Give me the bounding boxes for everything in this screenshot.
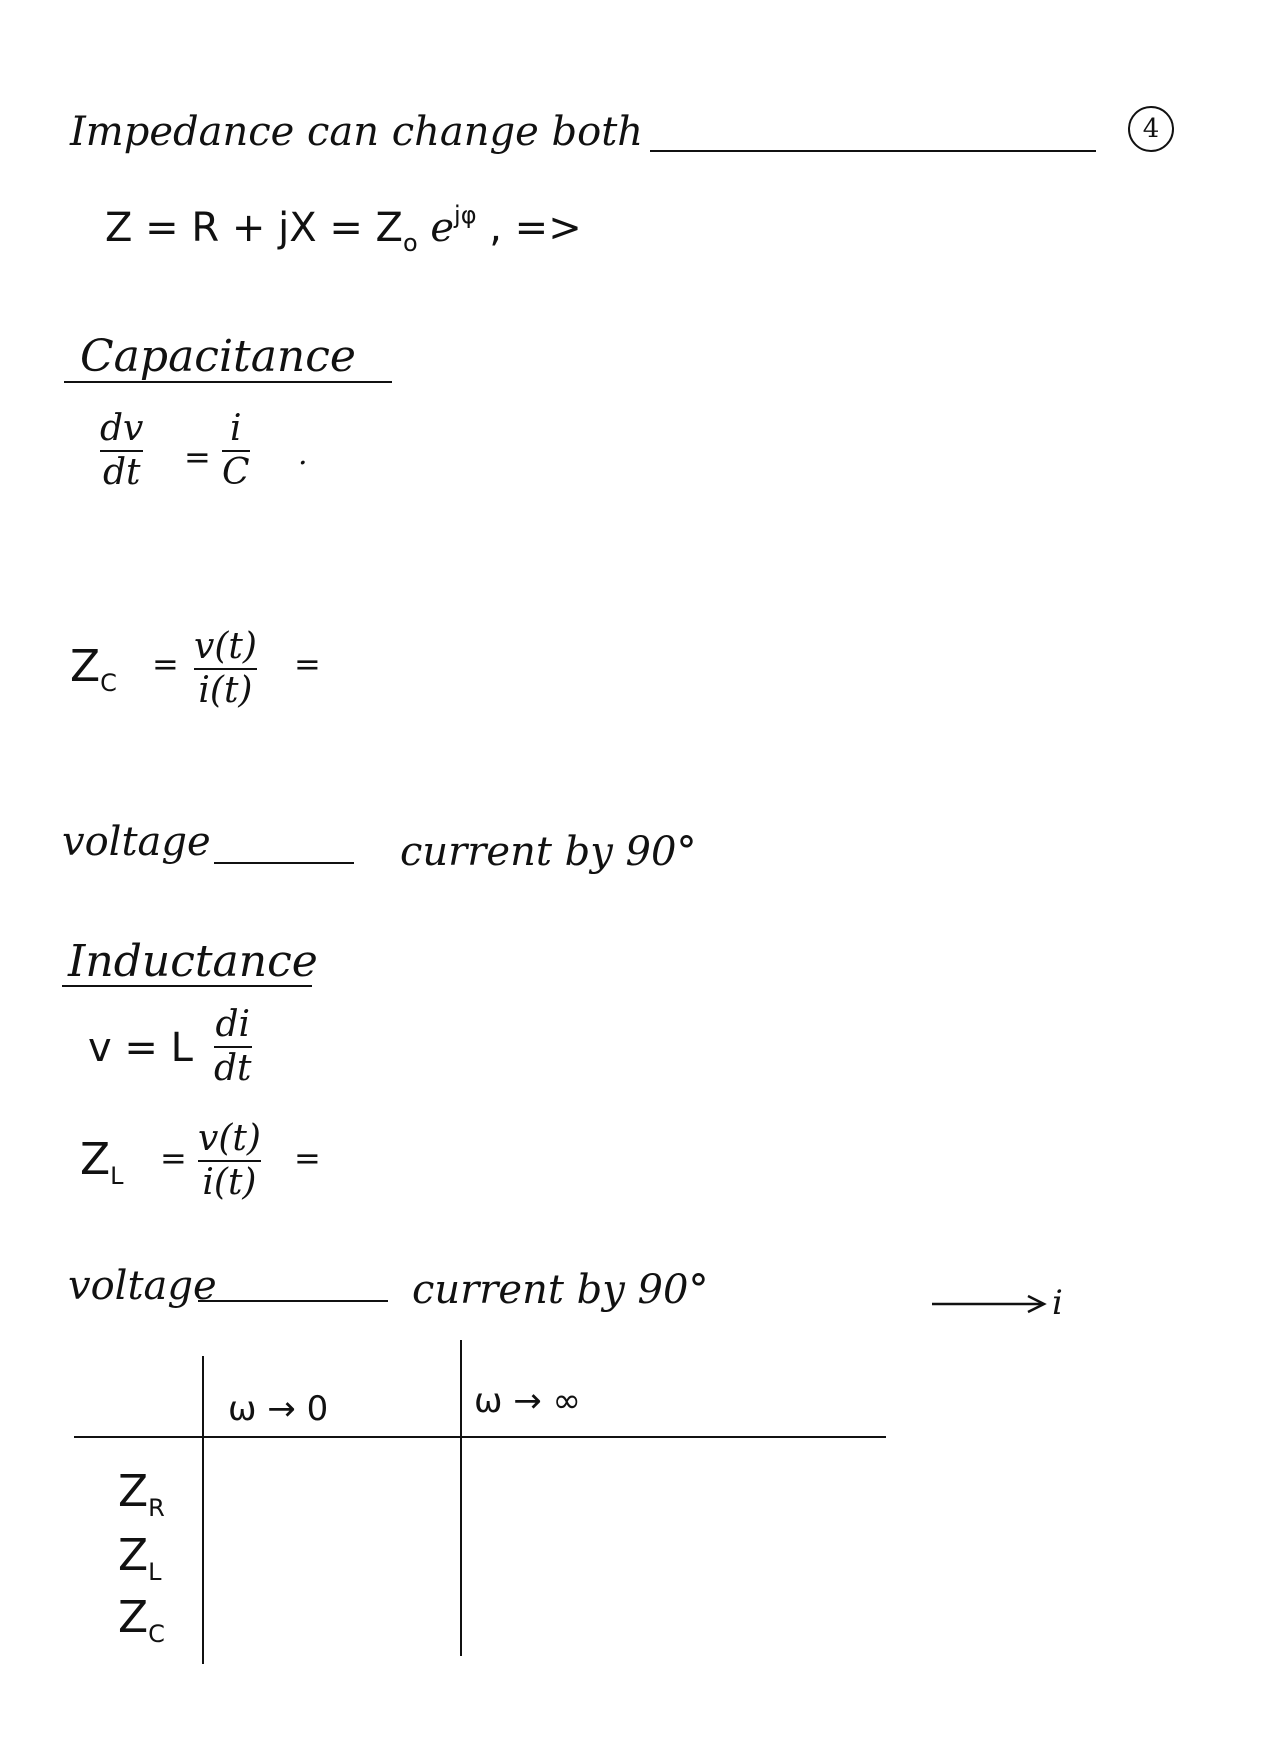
cap-phase-blank [214,862,354,864]
cap-eq1-equals: = [184,438,211,476]
zc-Z: Z [70,641,101,692]
zc-equals-2: = [294,645,321,683]
eq-e: e [430,205,455,251]
zc-sub: C [100,669,117,697]
current-arrow-icon [930,1292,1050,1316]
eq-tail: , => [489,205,582,251]
ind-phase-voltage: voltage [68,1263,217,1309]
zc-num: v(t) [194,626,257,667]
intro-text: Impedance can change both [70,109,644,155]
eq-exp: jφ [454,201,477,229]
table-vline-2 [460,1340,462,1656]
capacitance-underline [64,381,392,383]
zl-row-Z: Z [118,1530,149,1581]
impedance-equation [105,201,582,257]
cap-phase-current: current by 90° [400,829,697,875]
cap-eq1-num: dv [100,408,144,449]
table-col-omega-infinity: ω → ∞ [474,1381,581,1421]
inductance-heading: Inductance [68,936,318,987]
zc-label [70,641,117,697]
zc-fraction [194,628,257,710]
intro-blank [650,150,1096,152]
table-col-omega-zero: ω → 0 [228,1389,329,1429]
zl-row-sub: L [148,1558,162,1586]
cap-eq1-rden: C [222,451,250,493]
ind-eq1-fraction [214,1006,252,1088]
zl-Z: Z [80,1134,111,1185]
zr-sub: R [148,1494,165,1522]
cap-eq1-left-fraction [100,410,143,492]
zc-row-Z: Z [118,1592,149,1643]
eq-sub: o [402,229,418,257]
zl-num: v(t) [198,1118,261,1159]
zl-fraction [198,1120,261,1202]
zc-row-sub: C [148,1620,165,1648]
zl-den: i(t) [202,1161,257,1203]
cap-eq1-den: dt [102,451,141,493]
inductance-underline [62,985,312,987]
zl-equals-2: = [294,1139,321,1177]
cap-eq1-period: . [298,437,308,472]
zl-equals: = [160,1139,187,1177]
cap-phase-voltage: voltage [62,819,211,865]
zc-equals: = [152,645,179,683]
page-number [1128,106,1174,152]
ind-phase-blank [198,1300,388,1302]
table-vline-1 [202,1356,204,1664]
capacitance-heading: Capacitance [80,331,356,382]
ind-eq1-lhs: v = L [88,1025,193,1071]
ind-eq1-num: di [215,1004,251,1045]
cap-eq1-rnum: i [230,408,242,449]
table-header-line [74,1436,886,1438]
ind-eq1-den: dt [214,1047,252,1089]
ind-phase-current: current by 90° [412,1267,709,1313]
zc-den: i(t) [198,669,253,711]
cap-eq1-right-fraction [222,410,250,492]
zr-Z: Z [118,1466,149,1517]
current-arrow-label: i [1052,1283,1063,1323]
eq-lhs: Z = R + jX = Z [105,205,403,251]
page-number-text: 4 [1142,114,1160,144]
table-row-zl [118,1530,162,1586]
zl-sub: L [110,1162,124,1190]
zl-label [80,1134,124,1190]
table-row-zc [118,1592,165,1648]
table-row-zr [118,1466,165,1522]
